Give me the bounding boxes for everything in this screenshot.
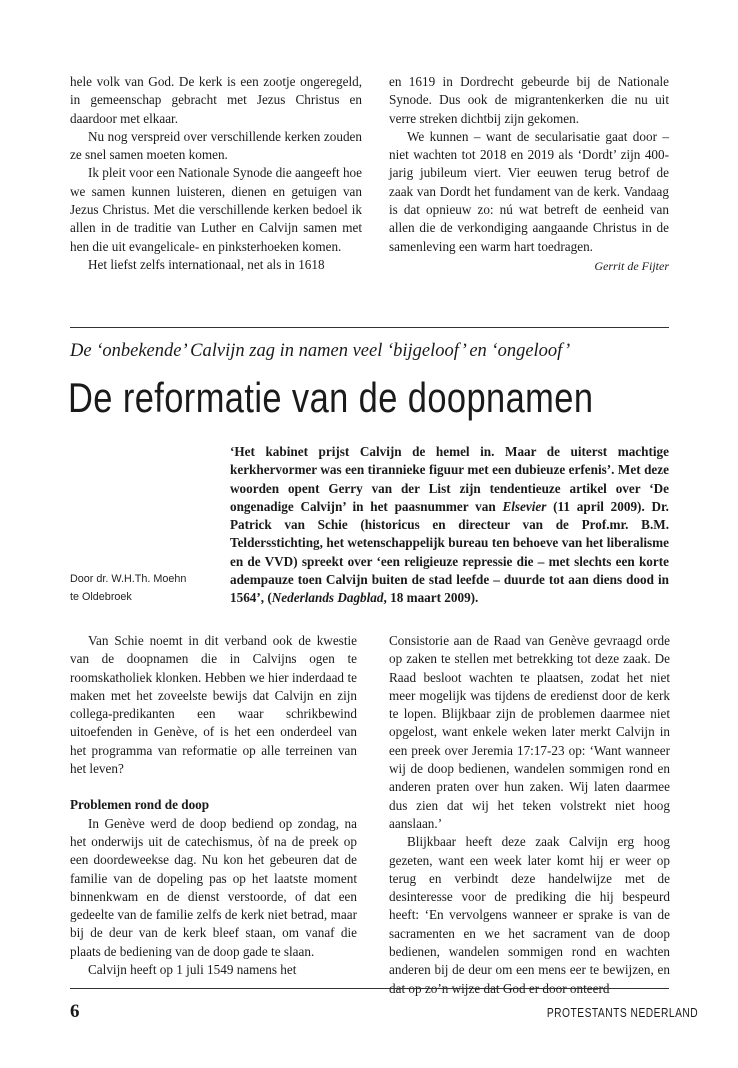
article-kicker: De ‘onbekende’ Calvijn zag in namen veel ‘bijgeloof’ en ‘ongeloof’ <box>70 341 571 361</box>
author-signature: Gerrit de Fijter <box>594 258 669 273</box>
intro-text-1: ‘Het kabinet prijst Calvijn de hemel in. Maar de uiterst machtige kerkhervormer was een tirannieke figuur met een dubieuze erfenis’. Met deze woorden opent Gerry van der List zijn tendentieuze artikel over ‘De ongenadige Calvijn’ in het paasnummer van <box>230 444 669 514</box>
intro-text-3: , 18 maart 2009). <box>383 590 479 606</box>
byline-location: te Oldebroek <box>70 591 132 603</box>
magazine-title: PROTESTANTS NEDERLAND <box>546 1006 699 1020</box>
top-left-paragraph-2: Nu nog verspreid over verschillende kerken zouden ze snel samen moeten komen. <box>70 128 362 163</box>
body-right-paragraph-2: Blijkbaar heeft deze zaak Calvijn erg hoog gezeten, want een week later komt hij er weer op terug en verbindt deze handelwijze met de desinteresse voor de prediking die hij bespeurd heeft: ‘En vervolgens wanneer er sprake is van de sacramenten en we het sacrament van de doop bedienen, wandelen sommigen rond en wachten anderen bij de deur om een mens eer te bewijzen, en dat op zo’n wijze dat God er door onteerd <box>389 834 670 996</box>
top-left-paragraph-3: Ik pleit voor een Nationale Synode die aangeeft hoe we samen kunnen luisteren, dienen en getuigen van Jezus Christus. Met die verschillende kerken bedoel ik allen in de traditie van Luther en Calvijn samen met hen die uit evangelicale- en pinksterhoeken komen. <box>70 165 362 254</box>
intro-source-elsevier: Elsevier <box>502 498 547 514</box>
top-left-paragraph-1: hele volk van God. De kerk is een zootje ongeregeld, in gemeenschap gebracht met Jezus Christus en daardoor met elkaar. <box>70 74 362 126</box>
intro-text-2: (11 april 2009). Dr. Patrick van Schie (historicus en directeur van de Prof.mr. B.M. Teldersstichting, het wetenschappelijk bureau ten behoeve van het liberalisme en de VVD) spreekt over ‘een religieuze repressie die – met slechts een korte adempauze toen Calvijn buiten de stad leefde – duurde tot aan diens dood in 1564’, ( <box>230 498 669 606</box>
section-divider-top <box>70 327 669 328</box>
top-left-column <box>70 73 362 274</box>
page-number: 6 <box>70 1001 80 1022</box>
body-left-column <box>70 632 357 979</box>
top-right-paragraph-1: en 1619 in Dordrecht gebeurde bij de Nationale Synode. Dus ook de migrantenkerken die nu uit verre streken dichtbij zijn gekomen. <box>389 74 669 126</box>
article-intro <box>230 443 669 608</box>
article-headline: De reformatie van de doopnamen <box>68 374 594 421</box>
top-right-paragraph-2: We kunnen – want de secularisatie gaat door – niet wachten tot 2018 en 2019 als ‘Dordt’ zijn 400-jarig jubileum viert. Vier eeuwen terug betrof de zaak van Dordt het fundament van de kerk. Vandaag is dat opnieuw zo: nú wat betreft de eenheid van allen die de verkondiging aangaande Christus in de samenleving een warm hart toedragen. <box>389 128 669 254</box>
author-byline <box>70 570 220 606</box>
section-subheading: Problemen rond de doop <box>70 797 210 813</box>
byline-author: Door dr. W.H.Th. Moehn <box>70 573 187 585</box>
intro-source-nd: Nederlands Dagblad <box>271 590 384 606</box>
body-right-paragraph-1: Consistorie aan de Raad van Genève gevraagd orde op zaken te stellen met betrekking tot deze zaak. De Raad besloot wachten te plaatsen, zodat het niet meer mogelijk was tijdens de eredienst door de kerk te lopen. Blijkbaar zijn de problemen daarmee niet opgelost, want enkele weken later merkt Calvijn in een preek over Jeremia 17:17-23 op: ‘Want wanneer wij de doop bedienen, wandelen sommigen rond en anderen praten over hun zaken. Wij laten daarmee dus zien dat wij het teken volstrekt niet hoog aanslaan.’ <box>389 633 670 831</box>
top-right-column <box>389 73 669 275</box>
footer-divider <box>70 988 669 989</box>
body-left-paragraph-3: Calvijn heeft op 1 juli 1549 namens het <box>88 962 297 978</box>
body-right-column <box>389 632 670 998</box>
body-left-paragraph-2: In Genève werd de doop bediend op zondag, na het onderwijs uit de catechismus, òf na de preek op een doordeweekse dag. Nu kon het gebeuren dat de familie van de dopeling pas op het laatste moment binnenkwam en de dienst verstoorde, of dat een gedeelte van de familie zelfs de kerk niet betrad, maar bij de deur van de kerk bleef staan, om vanaf die plaats de bediening van de doop gade te slaan. <box>70 815 357 959</box>
top-left-paragraph-4: Het liefst zelfs internationaal, net als in 1618 <box>88 256 325 272</box>
body-left-paragraph-1: Van Schie noemt in dit verband ook de kwestie van de doopnamen die in Calvijns ogen te roomskatholiek klonken. Hebben we hier inderdaad te maken met het zoveelste bewijs dat Calvijn en zijn collega-predikanten een waar schrikbewind uitoefenden in Genève, of is het een onderdeel van het programma van reformatie op alle terreinen van het leven? <box>70 633 357 777</box>
